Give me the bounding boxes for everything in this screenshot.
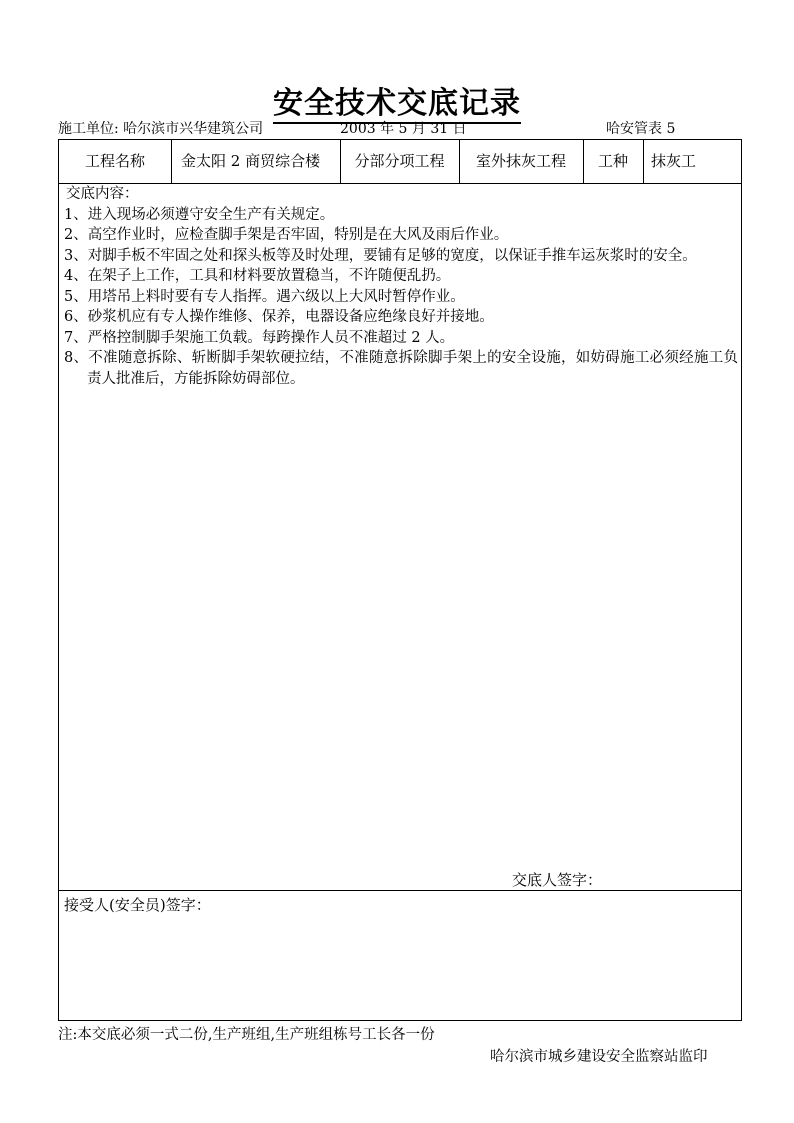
record-table <box>58 139 742 1021</box>
disclosure-content-label: 交底内容： <box>66 186 139 202</box>
sub-project-label: 分部分项工程 <box>354 152 445 170</box>
receiver-signature: 接受人(安全员)签字： <box>64 896 211 914</box>
project-name-label: 工程名称 <box>84 152 145 170</box>
construction-unit: 施工单位: 哈尔滨市兴华建筑公司 <box>58 121 264 137</box>
content-item: 6、砂浆机应有专人操作维修、保养，电器设备应绝缘良好并接地。 <box>64 309 494 325</box>
trade-label: 工种 <box>597 152 628 170</box>
content-item: 8、不准随意拆除、斩断脚手架软硬拉结，不准随意拆除脚手架上的安全设施，如妨碍施工必须经施工负责人批准后，方能拆除妨碍部位。 <box>64 350 738 387</box>
sub-project-value: 室外抹灰工程 <box>475 152 566 170</box>
project-name-value: 金太阳 2 商贸综合楼 <box>181 152 321 170</box>
divider <box>643 140 644 183</box>
record-date: 2003 年 5 月 31 日 <box>340 121 467 137</box>
divider <box>171 140 172 183</box>
content-item: 7、严格控制脚手架施工负载。每跨操作人员不准超过 2 人。 <box>64 329 455 346</box>
content-item: 5、用塔吊上料时要有专人指挥。遇六级以上大风时暂停作业。 <box>64 288 465 305</box>
form-code: 哈安管表 5 <box>606 121 676 137</box>
row-divider <box>59 890 741 891</box>
disclosure-content <box>64 184 738 389</box>
content-item: 2、高空作业时，应检查脚手架是否牢固，特别是在大风及雨后作业。 <box>64 227 509 243</box>
content-item: 3、对脚手板不牢固之处和探头板等及时处理，要铺有足够的宽度，以保证手推车运灰浆时的安全。 <box>64 247 697 264</box>
document-title-text: 安全技术交底记录 <box>273 86 521 124</box>
construction-unit-label: 施工单位 <box>58 121 114 137</box>
trade-value: 抹灰工 <box>651 152 697 170</box>
construction-unit-value: 哈尔滨市兴华建筑公司 <box>123 121 264 137</box>
content-item: 4、在架子上工作，工具和材料要放置稳当，不许随便乱扔。 <box>64 268 451 284</box>
issuer-stamp: 哈尔滨市城乡建设安全监察站监印 <box>490 1049 708 1065</box>
footer-note: 注:本交底必须一式二份,生产班组,生产班组栋号工长各一份 <box>58 1027 435 1043</box>
discloser-signature: 交底人签字： <box>512 871 603 889</box>
document-title <box>0 78 794 122</box>
content-item: 1、进入现场必须遵守安全生产有关规定。 <box>64 206 335 223</box>
